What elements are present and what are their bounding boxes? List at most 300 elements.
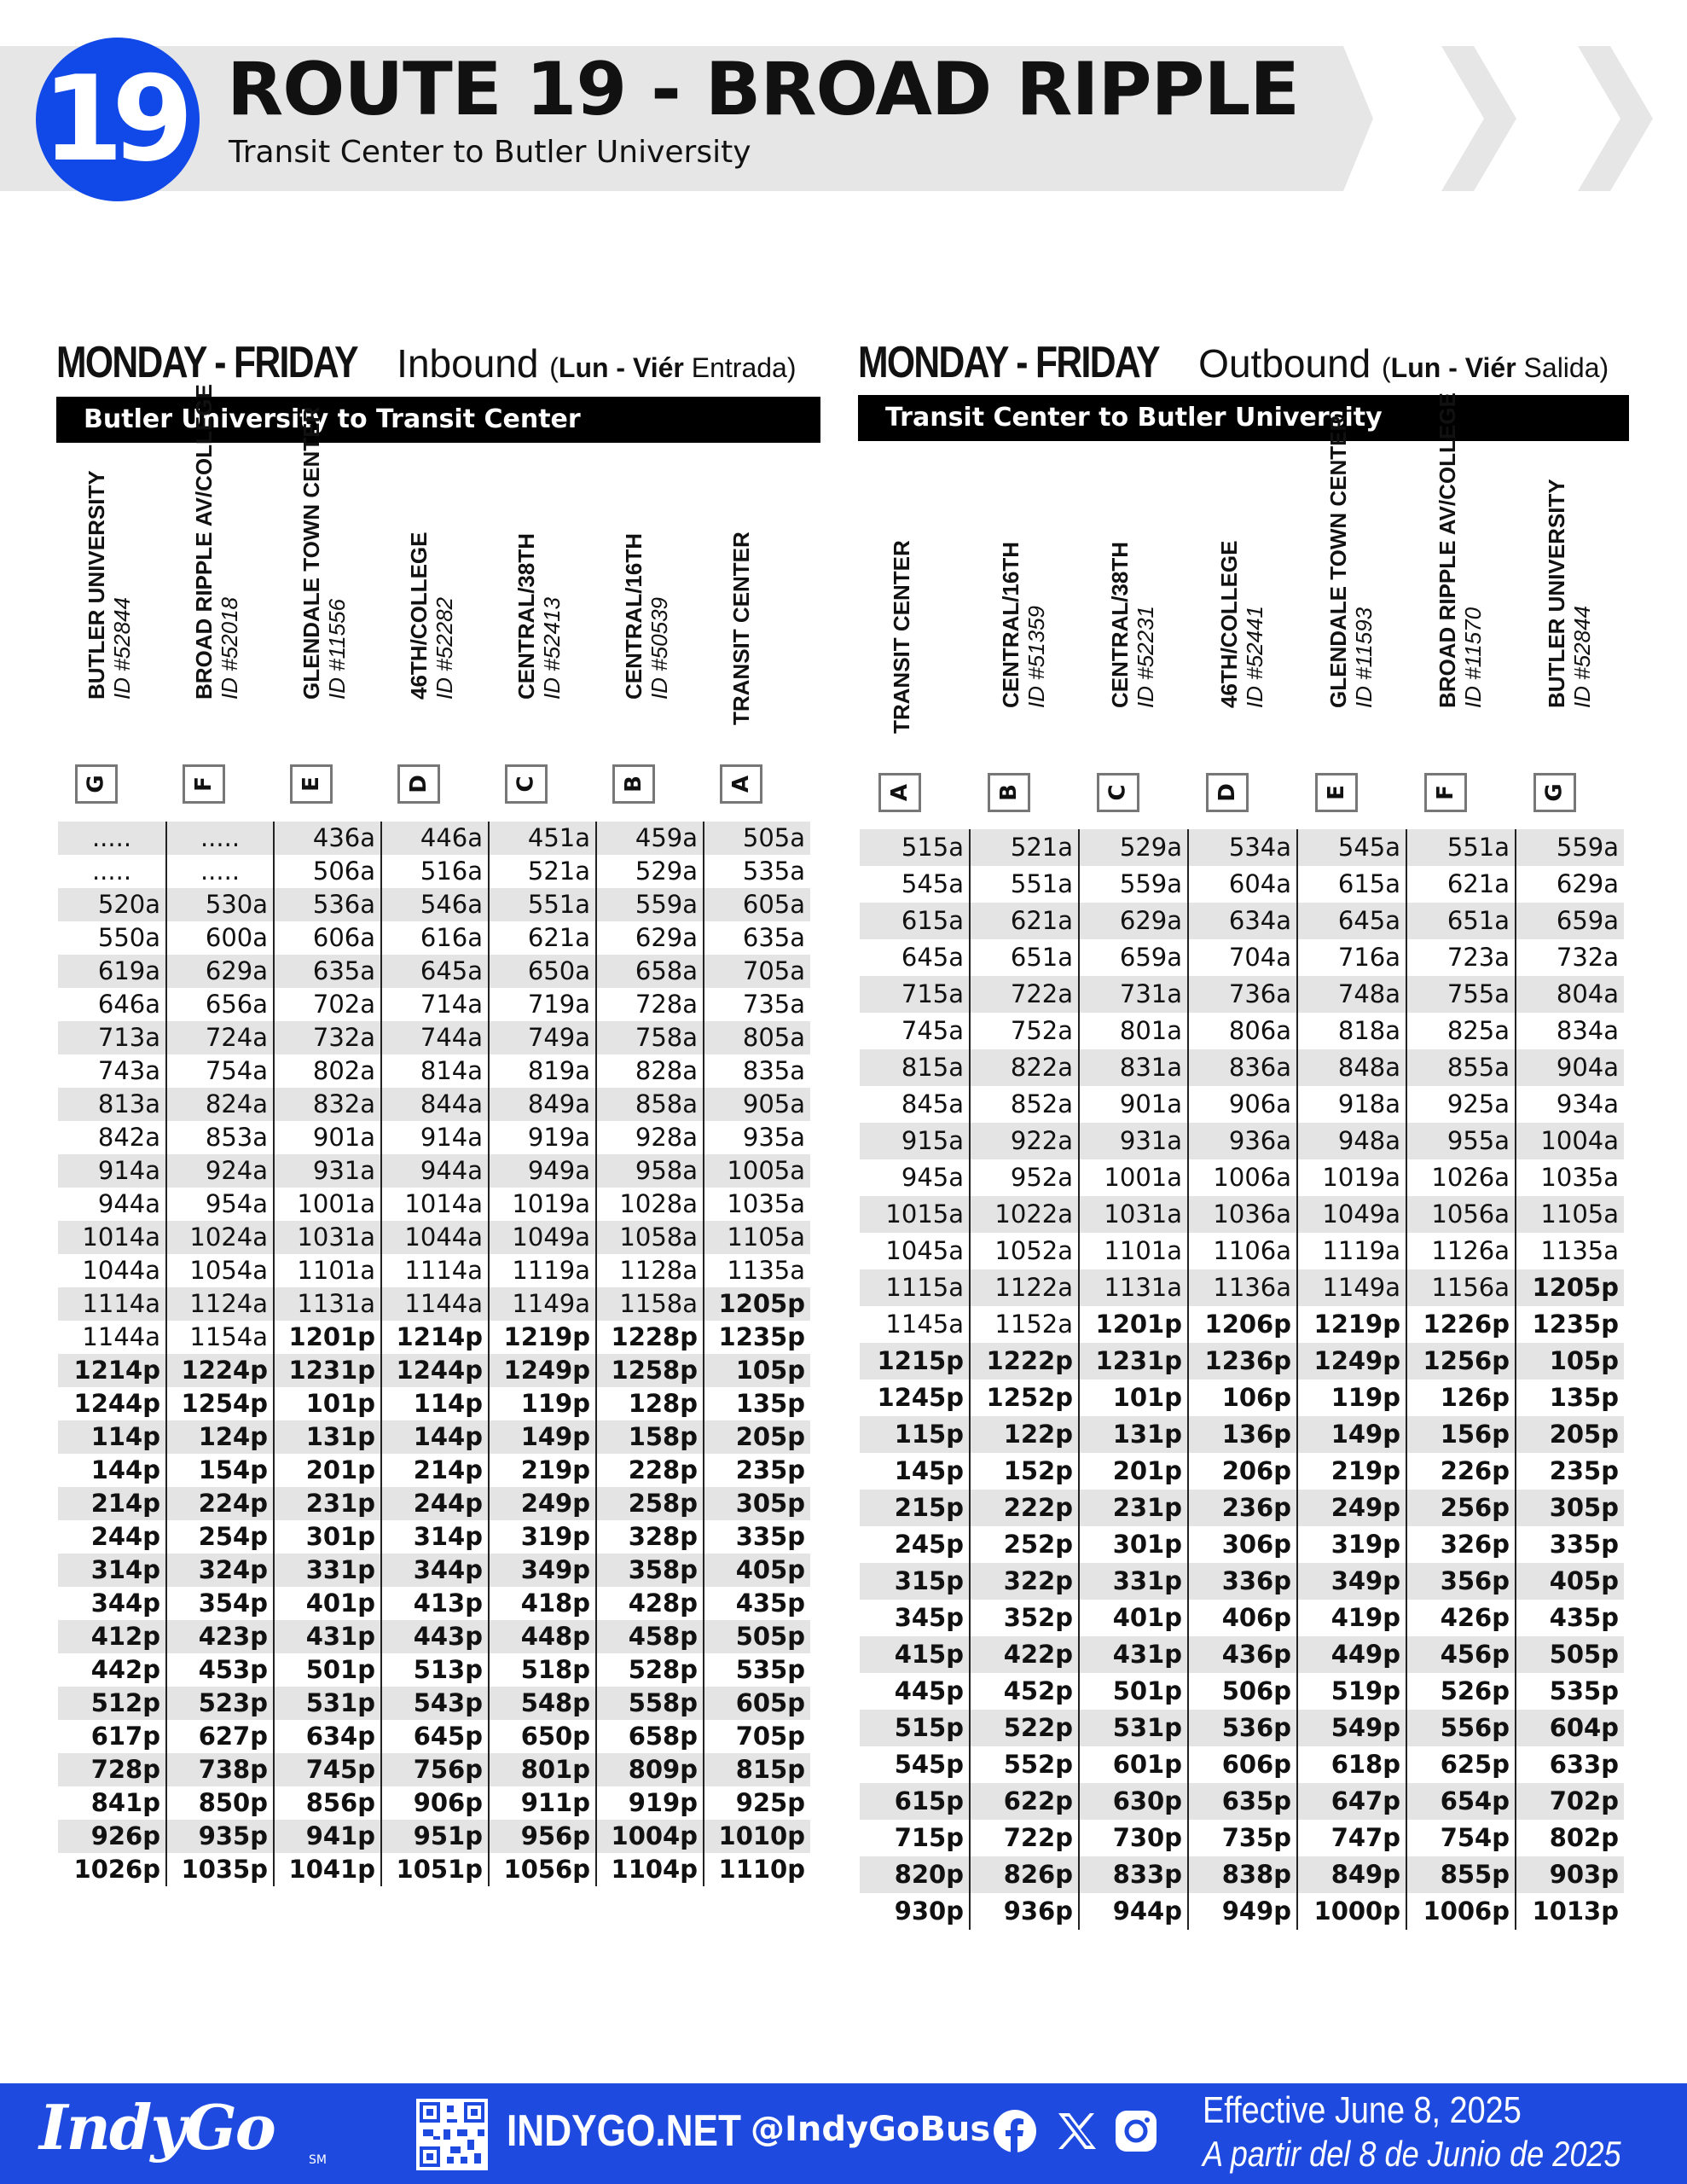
timepoint-letter-text: A xyxy=(887,783,913,802)
time-cell: 231p xyxy=(273,1487,380,1520)
time-cell: 705p xyxy=(703,1720,810,1753)
time-cell: 1205p xyxy=(1515,1269,1624,1306)
time-cell: 556p xyxy=(1406,1710,1515,1746)
table-row xyxy=(58,1154,810,1188)
table-row xyxy=(58,1054,810,1088)
footer xyxy=(0,2083,1687,2184)
table-row xyxy=(58,1853,810,1886)
table-row xyxy=(58,855,810,888)
time-cell: 1049a xyxy=(488,1221,595,1254)
time-cell: 745p xyxy=(273,1753,380,1786)
time-cell: 1249p xyxy=(488,1354,595,1387)
time-cell: 529a xyxy=(1078,829,1187,866)
time-cell: 755a xyxy=(1406,976,1515,1013)
time-cell: 1045a xyxy=(885,1236,964,1265)
time-cell: 744a xyxy=(380,1021,488,1054)
time-cell: 1056a xyxy=(1406,1196,1515,1233)
time-cell: 515a xyxy=(901,833,964,862)
time-cell: 1051p xyxy=(380,1853,488,1886)
table-row xyxy=(860,1013,1624,1049)
time-cell: 849p xyxy=(1296,1856,1406,1893)
time-cell: 724a xyxy=(165,1021,273,1054)
time-cell: 901a xyxy=(1078,1086,1187,1123)
time-cell: 426p xyxy=(1406,1600,1515,1636)
time-cell: 530a xyxy=(165,888,273,921)
time-cell: 914a xyxy=(380,1121,488,1154)
time-cell: 944a xyxy=(380,1154,488,1188)
time-cell: 144p xyxy=(380,1420,488,1454)
time-cell: 252p xyxy=(969,1526,1078,1563)
time-cell: 521a xyxy=(969,829,1078,866)
time-cell: 903p xyxy=(1515,1856,1624,1893)
time-cell: 458p xyxy=(595,1620,703,1653)
time-cell: 948a xyxy=(1296,1123,1406,1159)
time-cell: 101p xyxy=(273,1387,380,1420)
time-cell: 529a xyxy=(595,855,703,888)
time-cell: 1031a xyxy=(273,1221,380,1254)
time-cell: 1254p xyxy=(165,1387,273,1420)
time-cell: 521a xyxy=(488,855,595,888)
stop-id: ID #52441 xyxy=(1242,606,1267,708)
timepoint-letter-text: G xyxy=(1542,783,1568,802)
stop-id: ID #11556 xyxy=(324,598,350,700)
time-cell: 615a xyxy=(1296,866,1406,903)
stop-id: ID #11593 xyxy=(1351,607,1377,708)
time-cell: 935a xyxy=(703,1121,810,1154)
x-icon[interactable] xyxy=(1054,2109,1099,2153)
time-cell: 619a xyxy=(97,956,160,985)
time-cell: 1028a xyxy=(595,1188,703,1221)
time-cell: 335p xyxy=(1515,1526,1624,1563)
time-cell: 856p xyxy=(273,1786,380,1820)
time-cell: 745a xyxy=(901,1016,964,1045)
time-cell: 1044a xyxy=(380,1221,488,1254)
time-cell: 858a xyxy=(595,1088,703,1121)
time-cell: 915a xyxy=(901,1126,964,1155)
time-cell: 849a xyxy=(488,1088,595,1121)
time-cell: 1058a xyxy=(595,1221,703,1254)
time-cell: 926p xyxy=(90,1821,160,1850)
time-cell: 1201p xyxy=(273,1321,380,1354)
time-cell: 704a xyxy=(1187,939,1296,976)
time-cell: 629a xyxy=(1078,903,1187,939)
table-row xyxy=(58,1420,810,1454)
time-cell: 1231p xyxy=(1078,1343,1187,1380)
time-cell: 1006a xyxy=(1187,1159,1296,1196)
time-cell: 535a xyxy=(703,855,810,888)
time-cell: 1244p xyxy=(73,1389,160,1418)
table-row xyxy=(58,822,810,855)
time-cell: 1044a xyxy=(82,1256,160,1285)
time-cell: 1226p xyxy=(1406,1306,1515,1343)
time-cell: 1149a xyxy=(488,1287,595,1321)
table-row xyxy=(860,1490,1624,1526)
time-cell: 149p xyxy=(488,1420,595,1454)
time-cell: 758a xyxy=(595,1021,703,1054)
table-row xyxy=(58,1454,810,1487)
time-cell: 106p xyxy=(1187,1380,1296,1416)
time-cell: 802a xyxy=(273,1054,380,1088)
timepoint-letter xyxy=(988,773,1030,812)
time-cell: 552p xyxy=(969,1746,1078,1783)
page-title: ROUTE 19 - BROAD RIPPLE xyxy=(227,47,1300,132)
time-cell: 954a xyxy=(165,1188,273,1221)
stop-id: ID #11570 xyxy=(1460,607,1486,708)
time-cell: 905a xyxy=(703,1088,810,1121)
time-cell: 305p xyxy=(1515,1490,1624,1526)
time-cell: 658a xyxy=(595,955,703,988)
time-cell: 1101a xyxy=(273,1254,380,1287)
inbound-direction-es: Entrada) xyxy=(683,352,797,383)
time-cell: 819a xyxy=(488,1054,595,1088)
time-cell: 1131a xyxy=(273,1287,380,1321)
time-cell: 715a xyxy=(901,979,964,1008)
time-cell: 627p xyxy=(165,1720,273,1753)
time-cell: 231p xyxy=(1078,1490,1187,1526)
time-cell: 1041p xyxy=(273,1853,380,1886)
time-cell: 1105a xyxy=(1515,1196,1624,1233)
time-cell: 634a xyxy=(1187,903,1296,939)
time-cell: 136p xyxy=(1187,1416,1296,1453)
table-row xyxy=(58,1487,810,1520)
timepoint-letter xyxy=(183,764,225,804)
stop-id: ID #52413 xyxy=(539,597,565,700)
timepoint-letter-text: A xyxy=(728,775,754,793)
time-cell: 918a xyxy=(1296,1086,1406,1123)
table-row xyxy=(58,1287,810,1321)
time-cell: 1205p xyxy=(703,1287,810,1321)
website-link[interactable]: INDYGO.NET xyxy=(507,2106,742,2156)
time-cell: 506a xyxy=(273,855,380,888)
time-cell: 1036a xyxy=(1187,1196,1296,1233)
table-row xyxy=(860,1049,1624,1086)
time-cell: 128p xyxy=(595,1387,703,1420)
time-cell: 629a xyxy=(595,921,703,955)
time-cell: 428p xyxy=(595,1587,703,1620)
time-cell: 119p xyxy=(1296,1380,1406,1416)
time-cell: 1219p xyxy=(1296,1306,1406,1343)
table-row xyxy=(860,1196,1624,1233)
time-cell: 331p xyxy=(273,1554,380,1587)
time-cell: 732a xyxy=(273,1021,380,1054)
time-cell: 606p xyxy=(1187,1746,1296,1783)
stop-id: ID #50539 xyxy=(646,597,672,700)
inbound-time-grid xyxy=(58,822,810,1886)
table-row xyxy=(860,1526,1624,1563)
time-cell: 1101a xyxy=(1078,1233,1187,1269)
social-handle[interactable]: @IndyGoBus xyxy=(751,2110,991,2149)
time-cell: 559a xyxy=(595,888,703,921)
time-cell: 1000p xyxy=(1296,1893,1406,1930)
facebook-icon[interactable] xyxy=(993,2109,1037,2153)
time-cell: 1005a xyxy=(703,1154,810,1188)
time-cell: 531p xyxy=(273,1687,380,1720)
timepoint-letter xyxy=(1097,773,1139,812)
outbound-paren-open: ( xyxy=(1382,352,1391,383)
table-row xyxy=(58,1354,810,1387)
time-cell: 558p xyxy=(595,1687,703,1720)
stop-name: GLENDALE TOWN CENTER xyxy=(299,406,324,700)
time-cell: 1114a xyxy=(82,1289,160,1318)
time-cell: 650p xyxy=(488,1720,595,1753)
stop-name: TRANSIT CENTER xyxy=(728,531,754,725)
time-cell: 1235p xyxy=(1515,1306,1624,1343)
time-cell: 801p xyxy=(488,1753,595,1786)
stop-name: CENTRAL/38TH xyxy=(513,532,539,700)
time-cell: 935p xyxy=(165,1820,273,1853)
time-cell: 635a xyxy=(703,921,810,955)
outbound-days: MONDAY - FRIDAY xyxy=(858,338,1159,387)
time-cell: 1214p xyxy=(73,1356,160,1385)
time-cell: 1026a xyxy=(1406,1159,1515,1196)
time-cell: 716a xyxy=(1296,939,1406,976)
time-cell: 335p xyxy=(703,1520,810,1554)
time-cell: 615a xyxy=(901,906,964,935)
time-cell: 630p xyxy=(1078,1783,1187,1820)
time-cell: 1049a xyxy=(1296,1196,1406,1233)
time-cell: 201p xyxy=(273,1454,380,1487)
time-cell: 448p xyxy=(488,1620,595,1653)
timepoint-letter xyxy=(1315,773,1358,812)
table-row xyxy=(58,1387,810,1420)
time-cell: 1206p xyxy=(1187,1306,1296,1343)
timepoint-letter xyxy=(75,764,118,804)
table-row xyxy=(860,1086,1624,1123)
time-cell: 352p xyxy=(969,1600,1078,1636)
time-cell: 1158a xyxy=(595,1287,703,1321)
time-cell: 319p xyxy=(488,1520,595,1554)
time-cell: 314p xyxy=(380,1520,488,1554)
time-cell: 214p xyxy=(90,1489,160,1518)
time-cell: 645a xyxy=(901,943,964,972)
time-cell: 1022a xyxy=(969,1196,1078,1233)
stop-id: ID #52231 xyxy=(1133,606,1158,708)
time-cell: 659a xyxy=(1078,939,1187,976)
time-cell: 618p xyxy=(1296,1746,1406,1783)
time-cell: 621a xyxy=(969,903,1078,939)
qr-code-icon[interactable] xyxy=(416,2099,488,2170)
time-cell: 126p xyxy=(1406,1380,1515,1416)
time-cell: 435p xyxy=(703,1587,810,1620)
chevron-decoration xyxy=(1578,46,1653,191)
time-cell: 451a xyxy=(488,822,595,855)
time-cell: 958a xyxy=(595,1154,703,1188)
time-cell: 815a xyxy=(901,1053,964,1082)
time-cell: 615p xyxy=(894,1786,964,1815)
time-cell: 249p xyxy=(1296,1490,1406,1526)
instagram-icon[interactable] xyxy=(1114,2109,1158,2153)
time-cell: 832a xyxy=(273,1088,380,1121)
table-row xyxy=(58,1620,810,1653)
table-row xyxy=(58,1587,810,1620)
table-row xyxy=(58,1554,810,1587)
time-cell: 322p xyxy=(969,1563,1078,1600)
time-cell: 244p xyxy=(90,1522,160,1551)
table-row xyxy=(860,1636,1624,1673)
table-row xyxy=(860,1416,1624,1453)
time-cell: 606a xyxy=(273,921,380,955)
time-cell: 1026p xyxy=(73,1855,160,1884)
time-cell: ..... xyxy=(91,823,132,852)
time-cell: 806a xyxy=(1187,1013,1296,1049)
time-cell: 1015a xyxy=(885,1199,964,1228)
timepoint-letter-text: F xyxy=(190,776,217,792)
time-cell: 1144a xyxy=(82,1322,160,1351)
stop-name: BUTLER UNIVERSITY xyxy=(1544,479,1569,708)
time-cell: 743a xyxy=(97,1056,160,1085)
time-cell: 1054a xyxy=(165,1254,273,1287)
time-cell: 244p xyxy=(380,1487,488,1520)
time-cell: 838p xyxy=(1187,1856,1296,1893)
time-cell: 1201p xyxy=(1078,1306,1187,1343)
time-cell: 1154a xyxy=(165,1321,273,1354)
time-cell: 945a xyxy=(901,1163,964,1192)
time-cell: 835a xyxy=(703,1054,810,1088)
time-cell: 419p xyxy=(1296,1600,1406,1636)
time-cell: 715p xyxy=(894,1823,964,1852)
time-cell: 621a xyxy=(1406,866,1515,903)
table-row xyxy=(860,829,1624,866)
time-cell: 1136a xyxy=(1187,1269,1296,1306)
inbound-direction-bar: Butler University to Transit Center xyxy=(56,397,820,443)
time-cell: 853a xyxy=(165,1121,273,1154)
time-cell: 1231p xyxy=(273,1354,380,1387)
inbound-paren-open: ( xyxy=(549,352,559,383)
time-cell: 736a xyxy=(1187,976,1296,1013)
time-cell: 955a xyxy=(1406,1123,1515,1159)
time-cell: 224p xyxy=(165,1487,273,1520)
time-cell: 535p xyxy=(1515,1673,1624,1710)
time-cell: 452p xyxy=(969,1673,1078,1710)
table-row xyxy=(860,1123,1624,1159)
time-cell: 326p xyxy=(1406,1526,1515,1563)
time-cell: 1258p xyxy=(595,1354,703,1387)
time-cell: 1219p xyxy=(488,1321,595,1354)
time-cell: 534a xyxy=(1187,829,1296,866)
time-cell: 934a xyxy=(1515,1086,1624,1123)
outbound-direction: Outbound xyxy=(1187,341,1383,386)
time-cell: 446a xyxy=(380,822,488,855)
time-cell: 826p xyxy=(969,1856,1078,1893)
time-cell: 911p xyxy=(488,1786,595,1820)
time-cell: 205p xyxy=(703,1420,810,1454)
table-row xyxy=(58,1121,810,1154)
time-cell: 1249p xyxy=(1296,1343,1406,1380)
outbound-heading xyxy=(858,337,1609,388)
time-cell: 815p xyxy=(703,1753,810,1786)
time-cell: 551a xyxy=(969,866,1078,903)
table-row xyxy=(860,1820,1624,1856)
time-cell: 1256p xyxy=(1406,1343,1515,1380)
time-cell: 658p xyxy=(595,1720,703,1753)
time-cell: 635a xyxy=(273,955,380,988)
time-cell: 1122a xyxy=(969,1269,1078,1306)
service-mark: SM xyxy=(309,2153,327,2167)
timepoint-letter-text: E xyxy=(298,776,324,792)
time-cell: 1004p xyxy=(595,1820,703,1853)
time-cell: 1035a xyxy=(703,1188,810,1221)
time-cell: 622p xyxy=(969,1783,1078,1820)
stop-id: ID #52844 xyxy=(1569,606,1595,708)
time-cell: 756p xyxy=(380,1753,488,1786)
time-cell: 523p xyxy=(165,1687,273,1720)
time-cell: 131p xyxy=(1078,1416,1187,1453)
time-cell: 505p xyxy=(703,1620,810,1653)
time-cell: 228p xyxy=(595,1454,703,1487)
time-cell: 722p xyxy=(969,1820,1078,1856)
time-cell: ..... xyxy=(165,822,273,855)
time-cell: 635p xyxy=(1187,1783,1296,1820)
time-cell: 314p xyxy=(90,1555,160,1584)
time-cell: 522p xyxy=(969,1710,1078,1746)
time-cell: 850p xyxy=(165,1786,273,1820)
time-cell: 831a xyxy=(1078,1049,1187,1086)
time-cell: 124p xyxy=(165,1420,273,1454)
time-cell: 818a xyxy=(1296,1013,1406,1049)
time-cell: 919a xyxy=(488,1121,595,1154)
timepoint-letter xyxy=(1424,773,1467,812)
time-cell: 629a xyxy=(165,955,273,988)
time-cell: 235p xyxy=(1515,1453,1624,1490)
timepoint-letter-text: F xyxy=(1432,785,1458,800)
time-cell: 925a xyxy=(1406,1086,1515,1123)
inbound-heading xyxy=(56,337,797,388)
time-cell: 621a xyxy=(488,921,595,955)
time-cell: 254p xyxy=(165,1520,273,1554)
time-cell: 222p xyxy=(969,1490,1078,1526)
time-cell: 236p xyxy=(1187,1490,1296,1526)
time-cell: 719a xyxy=(488,988,595,1021)
table-row xyxy=(860,1159,1624,1196)
timepoint-letter-text: G xyxy=(84,775,109,793)
time-cell: 852a xyxy=(969,1086,1078,1123)
timepoint-letter xyxy=(1206,773,1249,812)
outbound-direction-bar: Transit Center to Butler University xyxy=(858,395,1629,441)
stop-name: GLENDALE TOWN CENTER xyxy=(1325,415,1351,708)
time-cell: 528p xyxy=(595,1653,703,1687)
time-cell: 315p xyxy=(894,1566,964,1595)
time-cell: 924a xyxy=(165,1154,273,1188)
time-cell: 305p xyxy=(703,1487,810,1520)
indygo-logo[interactable]: IndyGo xyxy=(39,2091,275,2164)
timepoint-letter-text: B xyxy=(620,775,646,793)
time-cell: 1001a xyxy=(273,1188,380,1221)
table-row xyxy=(860,1343,1624,1380)
time-cell: 1056p xyxy=(488,1853,595,1886)
time-cell: 1152a xyxy=(969,1306,1078,1343)
time-cell: 1135a xyxy=(703,1254,810,1287)
time-cell: 1235p xyxy=(703,1321,810,1354)
time-cell: 930p xyxy=(894,1896,964,1926)
time-cell: 1214p xyxy=(380,1321,488,1354)
table-row xyxy=(860,1893,1624,1930)
time-cell: 616a xyxy=(380,921,488,955)
time-cell: 825a xyxy=(1406,1013,1515,1049)
table-row xyxy=(860,976,1624,1013)
time-cell: 820p xyxy=(894,1860,964,1889)
time-cell: 206p xyxy=(1187,1453,1296,1490)
time-cell: 728p xyxy=(90,1755,160,1784)
time-cell: 931a xyxy=(1078,1123,1187,1159)
table-row xyxy=(58,1653,810,1687)
table-row xyxy=(860,939,1624,976)
time-cell: 154p xyxy=(165,1454,273,1487)
time-cell: 550a xyxy=(97,923,160,952)
time-cell: 828a xyxy=(595,1054,703,1088)
stop-name: CENTRAL/16TH xyxy=(621,532,646,700)
time-cell: 549p xyxy=(1296,1710,1406,1746)
time-cell: 526p xyxy=(1406,1673,1515,1710)
